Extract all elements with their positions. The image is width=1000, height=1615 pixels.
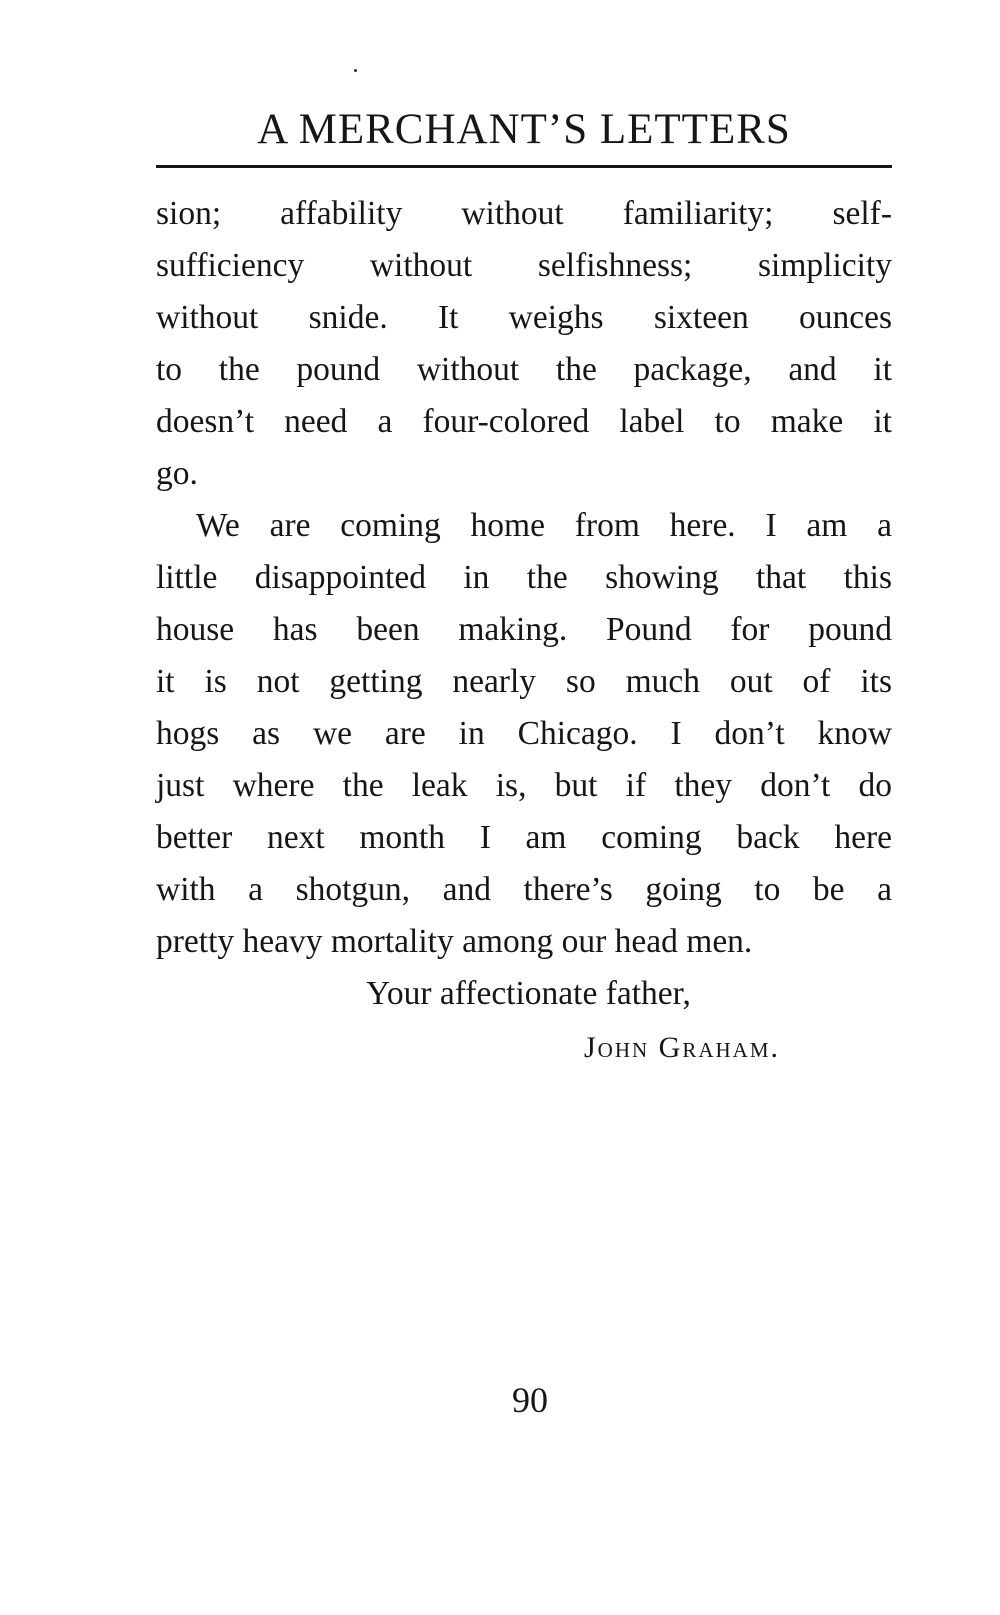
- text-line: better next month I am coming back here: [156, 819, 892, 856]
- running-head: A MERCHANT’S LETTERS: [257, 106, 791, 153]
- paragraph-2: [156, 500, 892, 968]
- text-line: to the pound without the package, and it: [156, 351, 892, 388]
- paragraph-1: [156, 188, 892, 500]
- text-line: sufficiency without selfishness; simplicity: [156, 247, 892, 284]
- page-number: 90: [512, 1380, 548, 1420]
- body-text: [156, 188, 892, 968]
- text-line: house has been making. Pound for pound: [156, 611, 892, 648]
- text-line: with a shotgun, and there’s going to be a: [156, 871, 892, 908]
- text-line: just where the leak is, but if they don’t do: [156, 767, 892, 804]
- text-line: doesn’t need a four-colored label to make it: [156, 403, 892, 440]
- text-line: little disappointed in the showing that this: [156, 559, 892, 596]
- text-line: hogs as we are in Chicago. I don’t know: [156, 715, 892, 752]
- print-speck: [354, 69, 357, 72]
- text-line: it is not getting nearly so much out of its: [156, 663, 892, 700]
- letter-signature: John Graham.: [584, 1031, 781, 1064]
- text-line: go.: [156, 455, 198, 492]
- text-line: sion; affability without familiarity; self-: [156, 195, 892, 232]
- text-line: We are coming home from here. I am a: [196, 507, 892, 544]
- header-rule: [156, 165, 892, 168]
- text-line: pretty heavy mortality among our head men.: [156, 923, 753, 960]
- letter-closing: Your affectionate father,: [366, 975, 691, 1012]
- text-line: without snide. It weighs sixteen ounces: [156, 299, 892, 336]
